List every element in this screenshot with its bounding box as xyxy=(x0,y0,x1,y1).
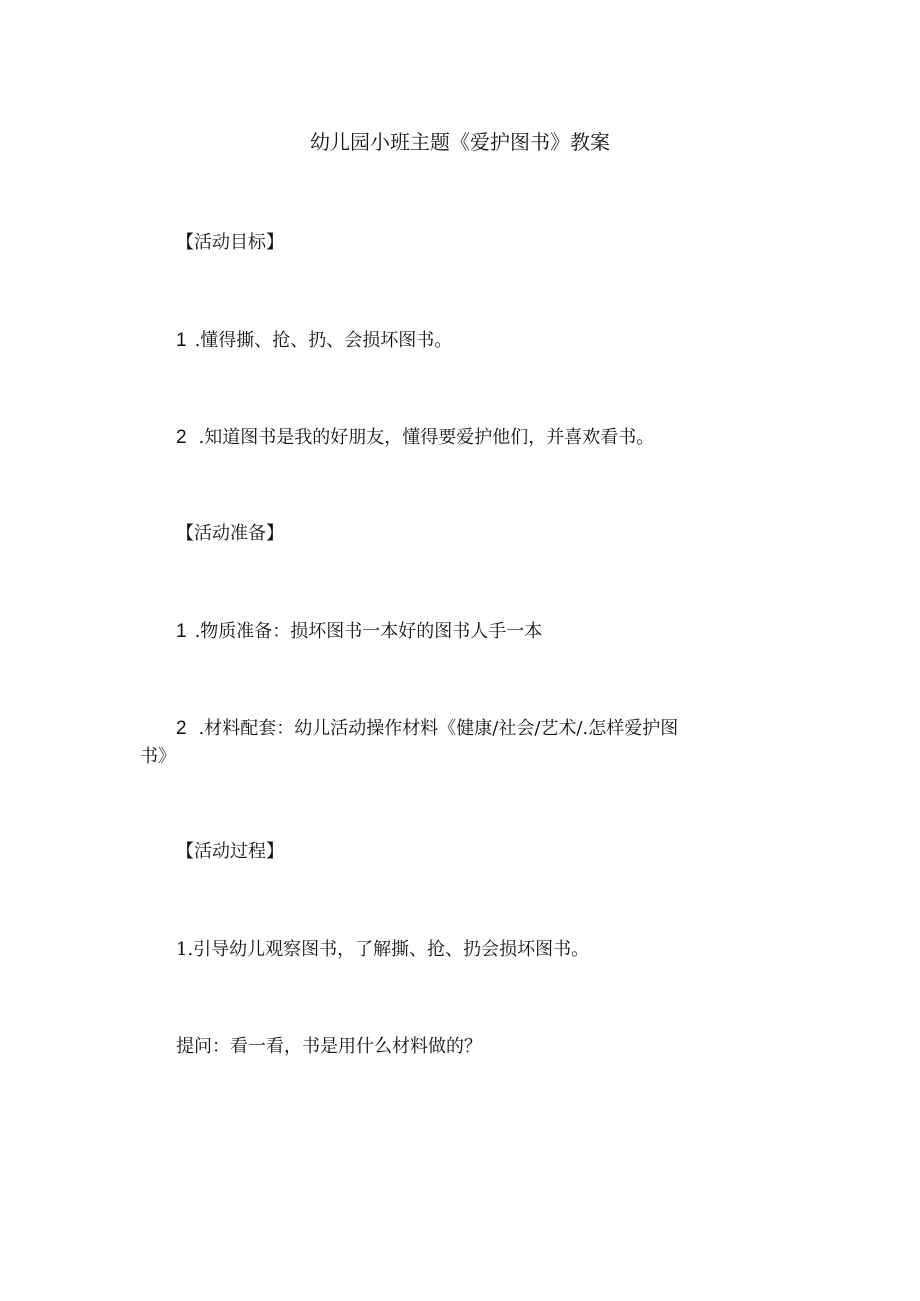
goal-item-1-text: .懂得撕、抢、扔、会损坏图书。 xyxy=(194,330,453,351)
prep-item-2-text-1: .材料配套：幼儿活动操作材料《健康/社会/艺术/.怎样爱护图 xyxy=(198,718,679,739)
question-line: 提问：看一看，书是用什么材料做的？ xyxy=(176,1036,482,1057)
prep-item-2-line-2: 书》 xyxy=(140,746,176,767)
prep-item-1-number: 1 xyxy=(176,621,187,642)
goal-item-1-number: 1 xyxy=(176,330,187,351)
prep-item-1 xyxy=(176,619,542,645)
process-item-1: 1.引导幼儿观察图书，了解撕、抢、扔会损坏图书。 xyxy=(176,939,590,960)
document-title: 幼儿园小班主题《爱护图书》教案 xyxy=(310,130,610,154)
section-heading-process: 【活动过程】 xyxy=(176,841,284,862)
goal-item-2 xyxy=(176,425,654,451)
prep-item-2-line-1 xyxy=(140,716,770,742)
goal-item-2-text: .知道图书是我的好朋友，懂得要爱护他们，并喜欢看书。 xyxy=(198,427,655,448)
prep-item-2-number: 2 xyxy=(176,718,187,739)
goal-item-2-number: 2 xyxy=(176,427,187,448)
prep-item-1-text: .物质准备：损坏图书一本好的图书人手一本 xyxy=(194,621,543,642)
section-heading-preparation: 【活动准备】 xyxy=(176,523,284,544)
prep-item-2 xyxy=(140,716,770,770)
goal-item-1 xyxy=(176,328,452,354)
section-heading-goals: 【活动目标】 xyxy=(176,232,284,253)
